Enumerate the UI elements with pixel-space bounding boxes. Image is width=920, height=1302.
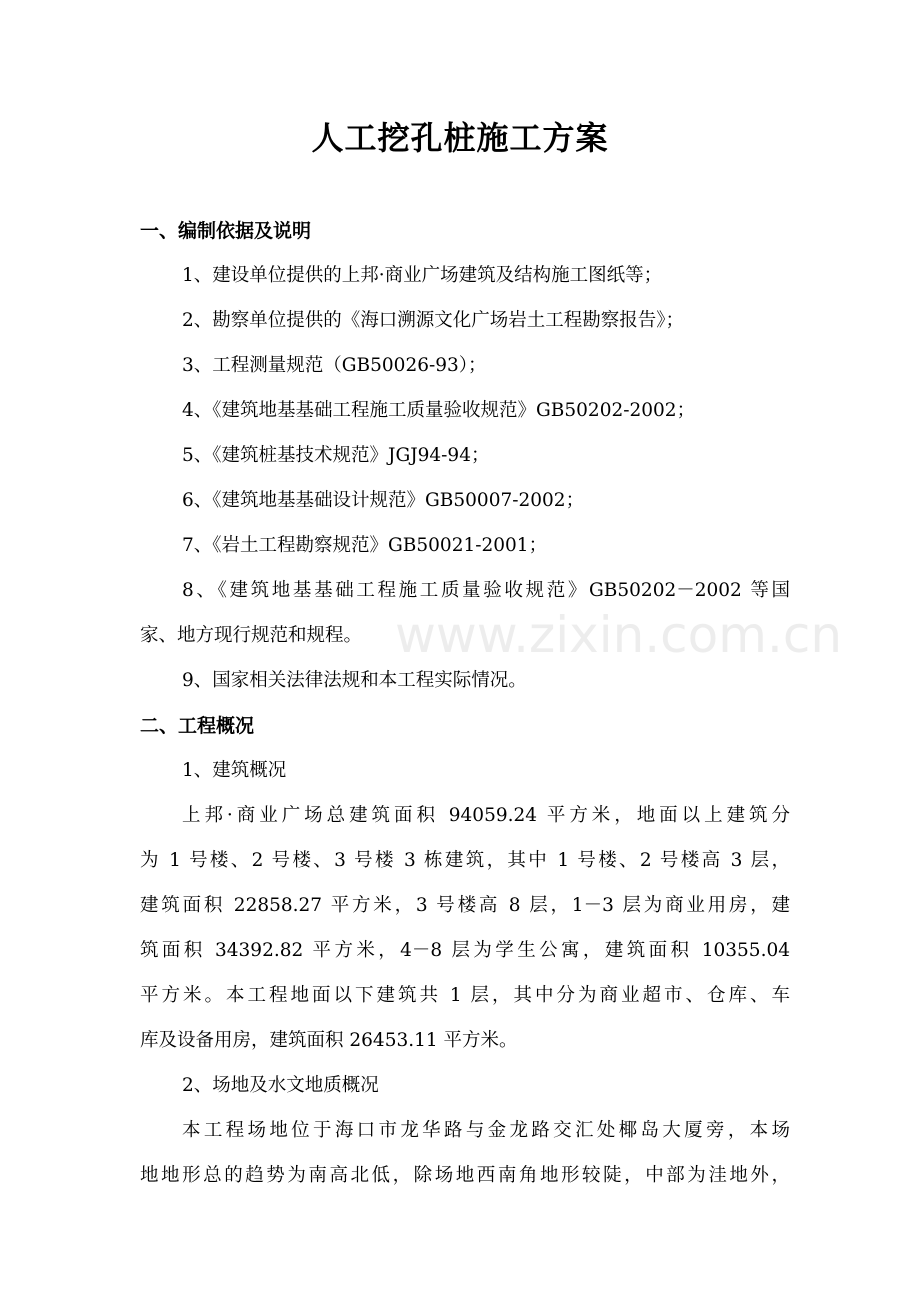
basis-item-8-continued: 家、地方现行规范和规程。 (140, 625, 363, 646)
site-geology-title: 2、场地及水文地质概况 (182, 1075, 379, 1096)
building-overview-line-1: 上邦·商业广场总建筑面积 94059.24 平方米，地面以上建筑分 (182, 805, 790, 826)
document-title: 人工挖孔桩施工方案 (311, 119, 609, 157)
site-geology-line-1: 本工程场地位于海口市龙华路与金龙路交汇处椰岛大厦旁，本场 (182, 1120, 790, 1141)
basis-item-4: 4、《建筑地基基础工程施工质量验收规范》GB50202-2002； (182, 400, 696, 421)
basis-item-8: 8、《建筑地基基础工程施工质量验收规范》GB50202－2002 等国 (182, 580, 790, 601)
section-2-heading: 二、工程概况 (140, 715, 255, 737)
watermark: www.zixin.com.cn (395, 606, 843, 664)
basis-item-2: 2、勘察单位提供的《海口溯源文化广场岩土工程勘察报告》； (182, 310, 685, 331)
section-1-heading: 一、编制依据及说明 (140, 220, 312, 242)
basis-item-5: 5、《建筑桩基技术规范》JGJ94-94； (182, 445, 490, 466)
basis-item-1: 1、建设单位提供的上邦·商业广场建筑及结构施工图纸等； (182, 265, 663, 286)
basis-item-9: 9、国家相关法律法规和本工程实际情况。 (182, 670, 527, 691)
basis-item-6: 6、《建筑地基基础设计规范》GB50007-2002； (182, 490, 585, 511)
building-overview-title: 1、建筑概况 (182, 760, 287, 781)
building-overview-line-2: 为 1 号楼、2 号楼、3 号楼 3 栋建筑，其中 1 号楼、2 号楼高 3 层， (140, 850, 790, 871)
building-overview-line-5: 平方米。本工程地面以下建筑共 1 层，其中分为商业超市、仓库、车 (140, 985, 790, 1006)
building-overview-line-4: 筑面积 34392.82 平方米，4－8 层为学生公寓，建筑面积 10355.04 (140, 940, 790, 961)
basis-item-7: 7、《岩土工程勘察规范》GB50021-2001； (182, 535, 548, 556)
basis-item-3: 3、工程测量规范（GB50026-93）； (182, 355, 487, 376)
site-geology-line-2: 地地形总的趋势为南高北低，除场地西南角地形较陡，中部为洼地外， (140, 1165, 790, 1186)
building-overview-line-6: 库及设备用房，建筑面积 26453.11 平方米。 (140, 1030, 518, 1051)
building-overview-line-3: 建筑面积 22858.27 平方米，3 号楼高 8 层，1－3 层为商业用房，建 (140, 895, 790, 916)
